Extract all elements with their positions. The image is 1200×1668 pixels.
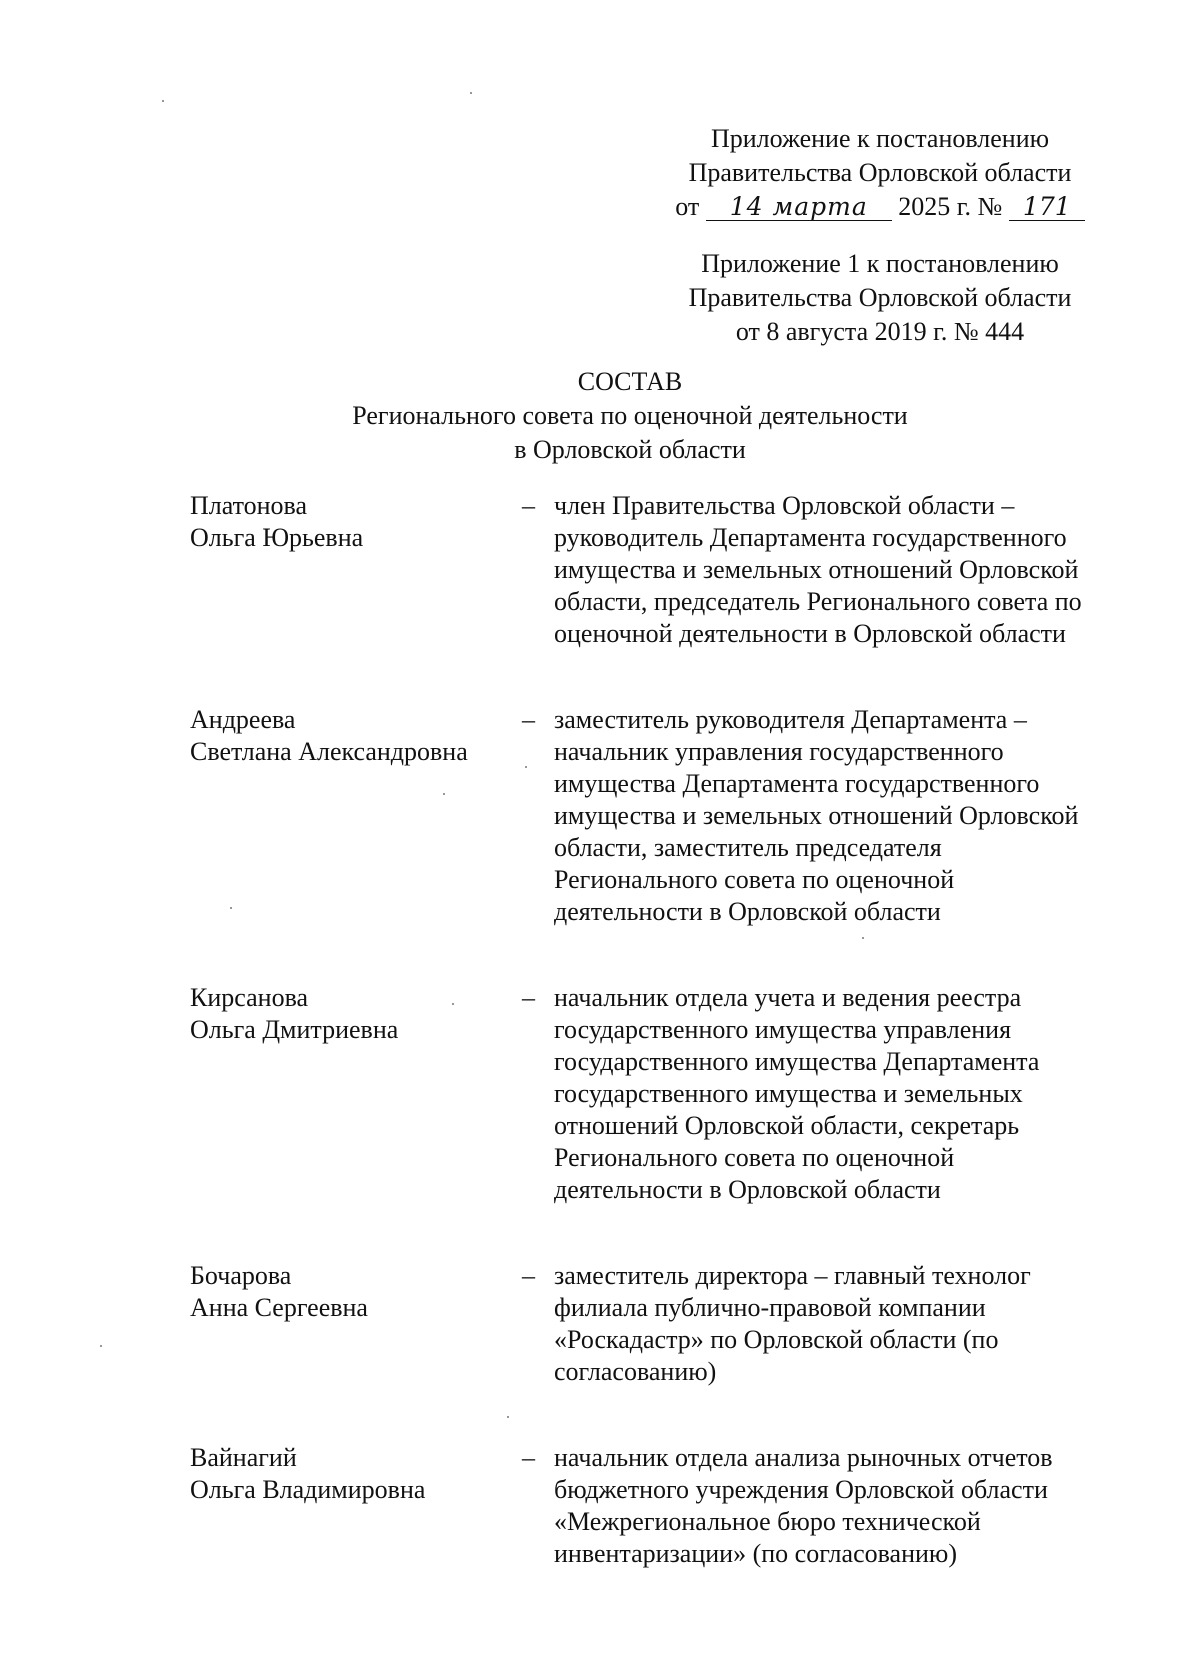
member-given-name: Ольга Юрьевна <box>190 523 364 552</box>
member-dash: – <box>522 1261 535 1290</box>
scan-speck <box>862 937 864 939</box>
member-name <box>190 704 520 768</box>
scan-speck <box>162 100 164 102</box>
member-surname: Вайнагий <box>190 1443 297 1472</box>
member-given-name: Ольга Дмитриевна <box>190 1015 399 1044</box>
member-given-name: Ольга Владимировна <box>190 1475 426 1504</box>
member-dash: – <box>522 1443 535 1472</box>
title-heading: СОСТАВ <box>577 367 683 396</box>
member-row <box>190 1442 1100 1570</box>
member-role: начальник отдела анализа рыночных отчетов бюджетного учреждения Орловской области «Межрегиональное бюро технической инвентаризации» (по согласованию) <box>554 1443 1053 1568</box>
previous-approval-line-1: Приложение 1 к постановлению <box>701 249 1059 278</box>
member-name <box>190 1442 520 1506</box>
approval-block-current <box>660 122 1100 224</box>
scan-speck <box>452 1003 454 1005</box>
scan-speck <box>443 793 445 795</box>
member-name <box>190 1260 520 1324</box>
member-dash: – <box>522 705 535 734</box>
approval-line-2: Правительства Орловской области <box>688 158 1072 187</box>
previous-approval-line-3: от 8 августа 2019 г. № 444 <box>735 317 1025 346</box>
title-line-2: Регионального совета по оценочной деятельности <box>352 401 908 430</box>
member-surname: Андреева <box>190 705 296 734</box>
approval-line-1: Приложение к постановлению <box>710 124 1050 153</box>
approval-date-line <box>660 190 1100 224</box>
member-dash: – <box>522 491 535 520</box>
member-surname: Кирсанова <box>190 983 309 1012</box>
member-given-name: Анна Сергеевна <box>190 1293 368 1322</box>
approval-block-previous <box>660 247 1100 349</box>
title-line-3: в Орловской области <box>514 435 746 464</box>
member-row <box>190 982 1100 1206</box>
handwritten-number: 171 <box>1009 194 1085 221</box>
scan-speck <box>525 766 527 768</box>
scan-speck <box>100 1345 102 1347</box>
member-role: начальник отдела учета и ведения реестра государственного имущества управления государственного имущества Департамента государственного имущества и земельных отношений Орловской области, секретарь Регионального совета по оценочной деятельности в Орловской области <box>554 983 1040 1204</box>
member-name <box>190 982 520 1046</box>
member-role: член Правительства Орловской области – руководитель Департамента государственного имущества и земельных отношений Орловской области, председатель Регионального совета по оценочной деятельности в Орловской области <box>554 491 1082 648</box>
member-given-name: Светлана Александровна <box>190 737 468 766</box>
scan-speck <box>507 1416 509 1418</box>
document-title <box>300 365 960 467</box>
approval-date-prefix: от <box>675 192 700 221</box>
member-row <box>190 704 1100 928</box>
handwritten-date: 14 марта <box>706 194 892 221</box>
member-row <box>190 1260 1100 1388</box>
member-role: заместитель руководителя Департамента – начальник управления государственного имущества Департамента государственного имущества и земельных отношений Орловской области, заместитель председателя Регионального совета по оценочной деятельности в Орловской области <box>554 705 1079 926</box>
member-list <box>190 490 1100 1624</box>
scan-speck <box>470 92 472 94</box>
previous-approval-line-2: Правительства Орловской области <box>688 283 1072 312</box>
member-surname: Платонова <box>190 491 308 520</box>
member-role: заместитель директора – главный технолог филиала публично-правовой компании «Роскадастр» по Орловской области (по согласованию) <box>554 1261 1031 1386</box>
member-row <box>190 490 1100 650</box>
member-name <box>190 490 520 554</box>
scan-speck <box>230 907 232 909</box>
approval-year-text: 2025 г. № <box>898 192 1003 221</box>
member-surname: Бочарова <box>190 1261 292 1290</box>
member-dash: – <box>522 983 535 1012</box>
